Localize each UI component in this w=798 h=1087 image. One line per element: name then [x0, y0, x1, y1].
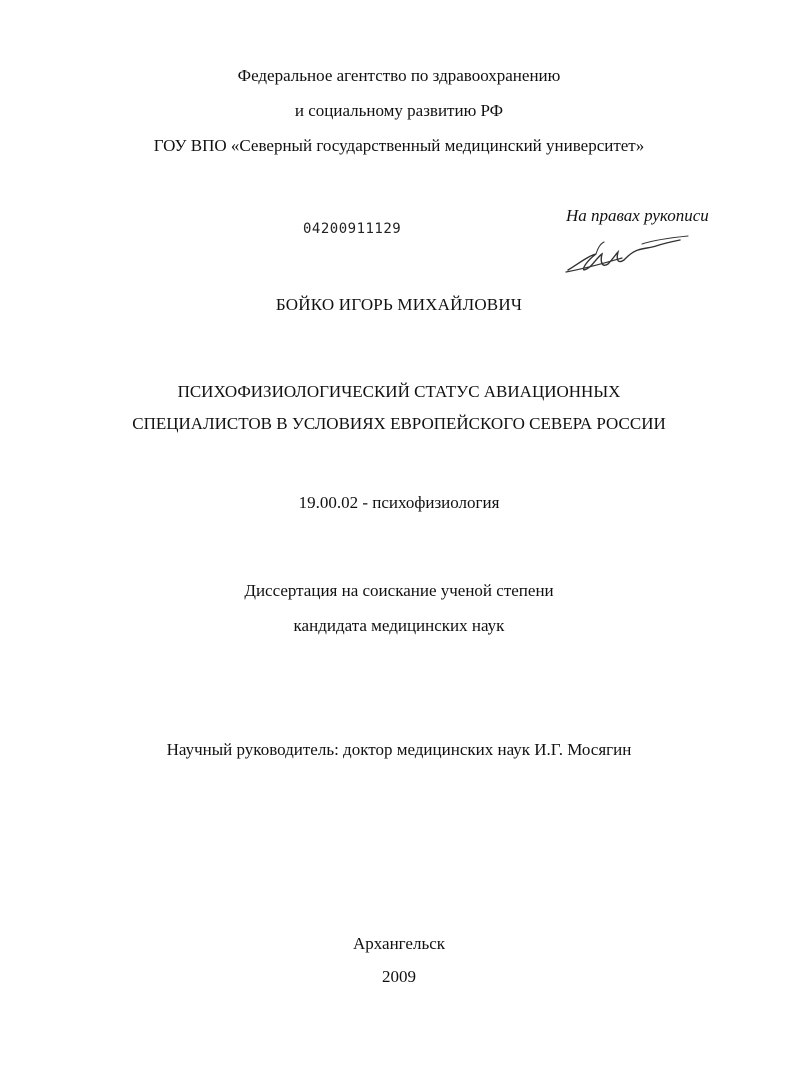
dissertation-title-line-2: СПЕЦИАЛИСТОВ В УСЛОВИЯХ ЕВРОПЕЙСКОГО СЕВЕРА РОССИИ	[132, 414, 666, 433]
author-name: БОЙКО ИГОРЬ МИХАЙЛОВИЧ	[275, 295, 523, 314]
manuscript-note: На правах рукописи	[566, 206, 709, 225]
header-university: ГОУ ВПО «Северный государственный медицинский университет»	[153, 136, 645, 155]
signature	[558, 224, 698, 280]
degree-line-2: кандидата медицинских наук	[293, 616, 505, 635]
header-agency-line: Федеральное агентство по здравоохранению	[237, 66, 561, 85]
city: Архангельск	[352, 934, 446, 953]
dissertation-title-line-1: ПСИХОФИЗИОЛОГИЧЕСКИЙ СТАТУС АВИАЦИОННЫХ	[177, 382, 621, 401]
specialty-code: 19.00.02 - психофизиология	[298, 493, 500, 512]
header-agency-line-2: и социальному развитию РФ	[294, 101, 504, 120]
registration-code: 04200911129	[303, 221, 402, 237]
supervisor: Научный руководитель: доктор медицинских наук И.Г. Мосягин	[166, 740, 632, 759]
year: 2009	[382, 967, 416, 986]
degree-line-1: Диссертация на соискание ученой степени	[244, 581, 554, 600]
